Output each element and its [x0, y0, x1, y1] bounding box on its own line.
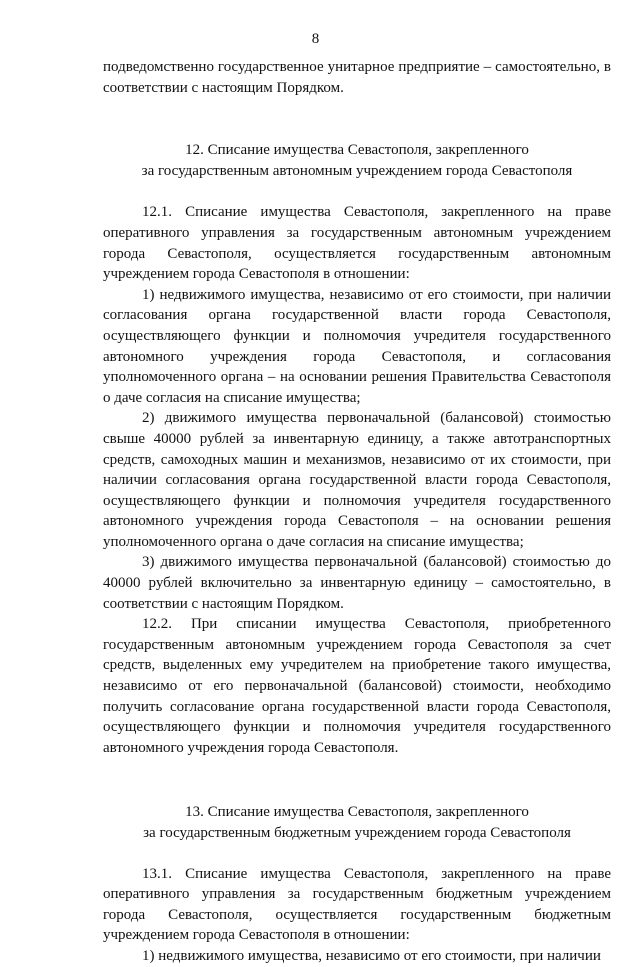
section-13-title-line-1: 13. Списание имущества Севастополя, закрепленного — [185, 804, 529, 821]
paragraph-13-1: 13.1. Списание имущества Севастополя, закрепленного на праве оперативного управления за государственным бюджетным учреждением города Севастополя, осуществляется государственным бюджетным учреждением города Севастополя в отношении: — [103, 865, 611, 944]
intro-paragraph: подведомственно государственное унитарное предприятие – самостоятельно, в соответствии с настоящим Порядком. — [103, 59, 611, 96]
document-body — [103, 57, 611, 967]
paragraph-12-1-item-3: 3) движимого имущества первоначальной (балансовой) стоимостью до 40000 рублей включительно за инвентарную единицу – самостоятельно, в соответствии с настоящим Порядком. — [103, 554, 611, 612]
section-13-title-line-2: за государственным бюджетным учреждением города Севастополя — [143, 825, 571, 841]
paragraph-12-1: 12.1. Списание имущества Севастополя, закрепленного на праве оперативного управления за государственным автономным учреждением города Севастополя, осуществляется государственным автономным учреждением города Севастополя в отношении: — [103, 204, 611, 283]
paragraph-12-1-item-2: 2) движимого имущества первоначальной (балансовой) стоимостью свыше 40000 рублей за инвентарную единицу, а также автотранспортных средств, самоходных машин и механизмов, независимо от их стоимости, при наличии согласования органа государственной власти города Севастополя, осуществляющего функции и полномочия учредителя государственного автономного учреждения города Севастополя – на основании решения уполномоченного органа о даче согласия на списание имущества; — [103, 410, 611, 550]
section-12-heading — [103, 140, 611, 181]
paragraph-13-1-item-1: 1) недвижимого имущества, независимо от его стоимости, при наличии — [142, 947, 601, 964]
paragraph-12-1-item-1: 1) недвижимого имущества, независимо от его стоимости, при наличии согласования органа государственной власти города Севастополя, осуществляющего функции и полномочия учредителя государственного автономного учреждения города Севастополя, и согласования уполномоченного органа – на основании решения Правительства Севастополя о даче согласия на списание имущества; — [103, 286, 611, 406]
section-13-heading — [103, 802, 611, 843]
section-12-title-line-2: за государственным автономным учреждением города Севастополя — [141, 162, 573, 179]
page-number: 8 — [311, 31, 320, 47]
section-12-title-line-1: 12. Списание имущества Севастополя, закрепленного — [185, 142, 529, 159]
paragraph-12-2: 12.2. При списании имущества Севастополя, приобретенного государственным автономным учреждением города Севастополя за счет средств, выделенных ему учредителем на приобретение такого имущества, независимо от его первоначальной (балансовой) стоимости, необходимо получить согласование органа государственной власти города Севастополя, осуществляющего функции и полномочия учредителя государственного автономного учреждения города Севастополя. — [103, 616, 611, 756]
